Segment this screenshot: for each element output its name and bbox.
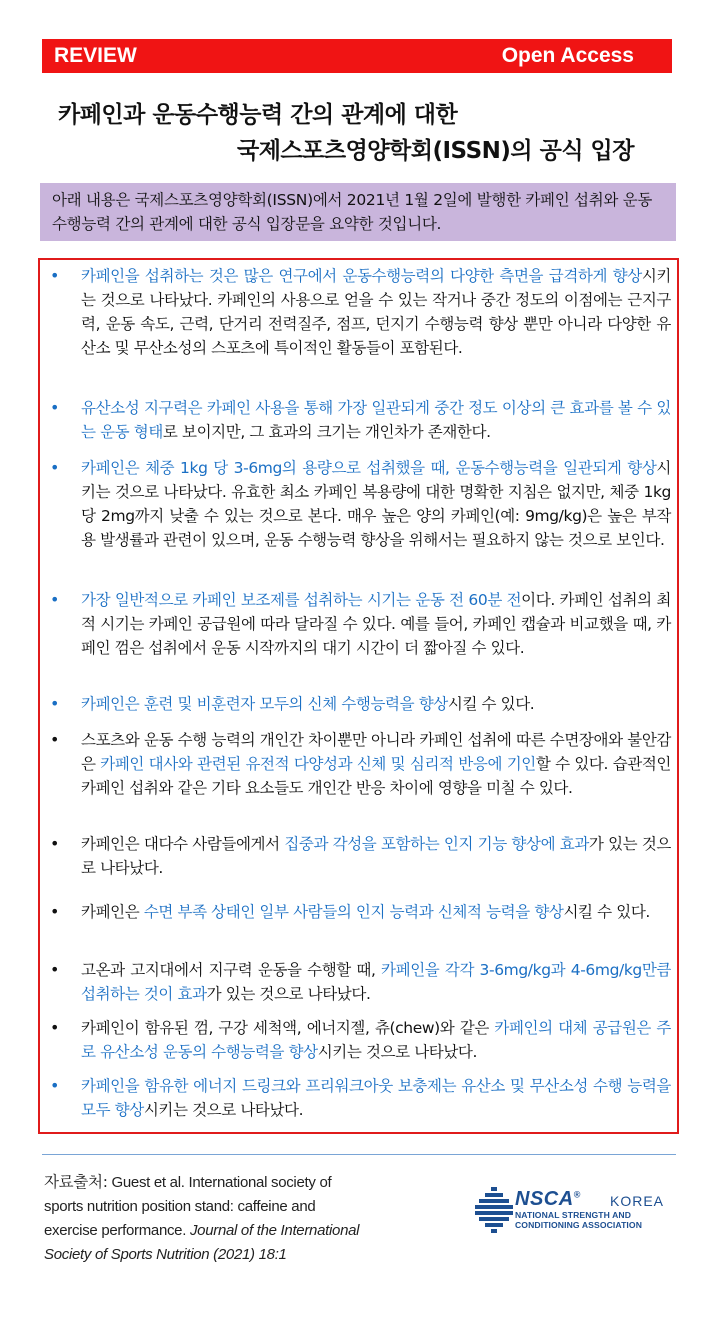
bullet-text-pre: 카페인은 — [81, 903, 144, 921]
bullet-text-highlight: 가장 일반적으로 카페인 보조제를 섭취하는 시기는 운동 전 60분 전 — [81, 591, 522, 609]
bullet-text-highlight: 유산소성 지구력은 카페인 사용을 통해 가장 일관되게 중간 정도 이상의 큰 효과를 볼 수 있는 운동 형태 — [81, 399, 671, 441]
logo-region: KOREA — [610, 1193, 665, 1209]
bullet-text — [81, 588, 671, 660]
bullet-dot-icon: • — [50, 458, 60, 477]
summary-box: 아래 내용은 국제스포츠영양학회(ISSN)에서 2021년 1월 2일에 발행한 카페인 섭취와 운동수행능력 간의 관계에 대한 공식 입장문을 요약한 것입니다. — [40, 183, 676, 241]
title-line-2: 국제스포츠영양학회(ISSN)의 공식 입장 — [237, 138, 634, 164]
review-banner — [42, 39, 672, 73]
bullet-dot-icon: • — [50, 694, 60, 713]
bullet-text-highlight: 수면 부족 상태인 일부 사람들의 인지 능력과 신체적 능력을 향상 — [143, 903, 564, 921]
bullet-text-highlight: 카페인을 함유한 에너지 드링크와 프리워크아웃 보충제는 유산소 및 무산소성 수행 능력을 모두 향상 — [81, 1077, 671, 1119]
bullet-text-rest: 시키는 것으로 나타났다. — [317, 1043, 478, 1061]
key-points-box — [38, 258, 679, 1134]
logo-subtitle-2: CONDITIONING ASSOCIATION — [515, 1220, 643, 1230]
bullet-dot-icon: • — [50, 902, 60, 921]
bullet-dot-icon: • — [50, 960, 60, 979]
source-journal: Journal of the International Society of Sports Nutrition (2021) 18:1 — [44, 1222, 360, 1263]
nsca-mark-icon — [475, 1187, 513, 1235]
bullet-text-pre: 카페인은 대다수 사람들에게서 — [81, 835, 285, 853]
bullet-text-rest: 시키는 것으로 나타났다. — [143, 1101, 304, 1119]
bullet-text — [81, 958, 671, 1006]
title-line-1: 카페인과 운동수행능력 간의 관계에 대한 — [58, 102, 458, 128]
bullet-text-rest: 할 수 있다. 습관적인 카페인 섭취와 같은 기타 요소들도 개인간 반응 차이에 영향을 미칠 수 있다. — [81, 755, 672, 797]
bullet-text — [81, 264, 671, 360]
bullet-text — [81, 900, 671, 924]
footer-divider — [42, 1154, 676, 1155]
source-label: 자료출처: — [44, 1173, 108, 1191]
bullet-text-rest: 시킬 수 있다. — [447, 695, 535, 713]
bullet-text-highlight: 카페인의 대체 공급원은 주로 유산소성 운동의 수행능력을 향상 — [81, 1019, 671, 1061]
logo-subtitle-1: NATIONAL STRENGTH AND — [515, 1210, 632, 1220]
bullet-text-rest: 시키는 것으로 나타났다. 카페인의 사용으로 얻을 수 있는 작거나 중간 정도의 이점에는 근지구력, 운동 속도, 근력, 단거리 전력질주, 점프, 던지기 수행능력 향상 뿐만 아니라 다양한 유산소 및 무산소성의 스포츠에 특이적인 활동들이 포함된다. — [81, 267, 671, 357]
bullet-text-highlight: 카페인은 훈련 및 비훈련자 모두의 신체 수행능력을 향상 — [81, 695, 448, 713]
bullet-text-pre: 카페인이 함유된 껌, 구강 세척액, 에너지젤, 츄(chew)와 같은 — [81, 1019, 495, 1037]
bullet-text-rest: 가 있는 것으로 나타났다. — [206, 985, 371, 1003]
bullet-text-rest: 시킬 수 있다. — [563, 903, 650, 921]
logo-name: NSCA® — [515, 1188, 581, 1210]
bullet-dot-icon: • — [50, 398, 60, 417]
bullet-dot-icon: • — [50, 1018, 60, 1037]
bullet-text-rest: 로 보이지만, 그 효과의 크기는 개인차가 존재한다. — [162, 423, 491, 441]
open-access-label: Open Access — [501, 44, 634, 67]
bullet-text — [81, 1074, 671, 1122]
nsca-korea-logo — [475, 1187, 680, 1237]
bullet-text — [81, 692, 671, 716]
bullet-dot-icon: • — [50, 266, 60, 285]
bullet-text — [81, 832, 671, 880]
bullet-text-highlight: 카페인을 각각 3-6mg/kg과 4-6mg/kg만큼 섭취하는 것이 효과 — [81, 961, 671, 1003]
bullet-dot-icon: • — [50, 834, 60, 853]
bullet-text-rest: 이다. 카페인 섭취의 최적 시기는 카페인 공급원에 따라 달라질 수 있다. 예를 들어, 카페인 캡슐과 비교했을 때, 카페인 껌은 섭취에서 운동 시작까지의 대기 시간이 더 짧아질 수 있다. — [81, 591, 671, 657]
source-citation — [44, 1170, 364, 1267]
bullet-dot-icon: • — [50, 1076, 60, 1095]
bullet-text-highlight: 카페인 대사와 관련된 유전적 다양성과 신체 및 심리적 반응에 기인 — [100, 755, 536, 773]
bullet-text-highlight: 집중과 각성을 포함하는 인지 기능 향상에 효과 — [284, 835, 589, 853]
bullet-text-pre: 고온과 고지대에서 지구력 운동을 수행할 때, — [81, 961, 382, 979]
bullet-text — [81, 456, 671, 552]
bullet-text-rest: 시키는 것으로 나타났다. 유효한 최소 카페인 복용량에 대한 명확한 지침은 없지만, 체중 1kg 당 2mg까지 낮출 수 있는 것으로 본다. 매우 높은 양의 카페인(예: 9mg/kg)은 높은 부작용 발생률과 관련이 있으며, 운동 수행능력 향상을 위해서는 필요하지 않는 것으로 보인다. — [81, 459, 671, 549]
bullet-dot-icon: • — [50, 730, 60, 749]
bullet-text — [81, 396, 671, 444]
bullet-text — [81, 1016, 671, 1064]
review-label: REVIEW — [54, 44, 137, 67]
bullet-text-highlight: 카페인은 체중 1kg 당 3-6mg의 용량으로 섭취했을 때, 운동수행능력을 일관되게 향상 — [81, 459, 657, 477]
bullet-text-highlight: 카페인을 섭취하는 것은 많은 연구에서 운동수행능력의 다양한 측면을 급격하게 향상 — [81, 267, 642, 285]
source-text: Guest et al. International society of sports nutrition position stand: caffeine and exercise performance. — [44, 1174, 332, 1239]
bullet-text-pre: 스포츠와 운동 수행 능력의 개인간 차이뿐만 아니라 카페인 섭취에 따른 수면장애와 불안감은 — [81, 731, 671, 773]
bullet-text-rest: 가 있는 것으로 나타났다. — [81, 835, 672, 877]
bullet-text — [81, 728, 671, 800]
bullet-dot-icon: • — [50, 590, 60, 609]
